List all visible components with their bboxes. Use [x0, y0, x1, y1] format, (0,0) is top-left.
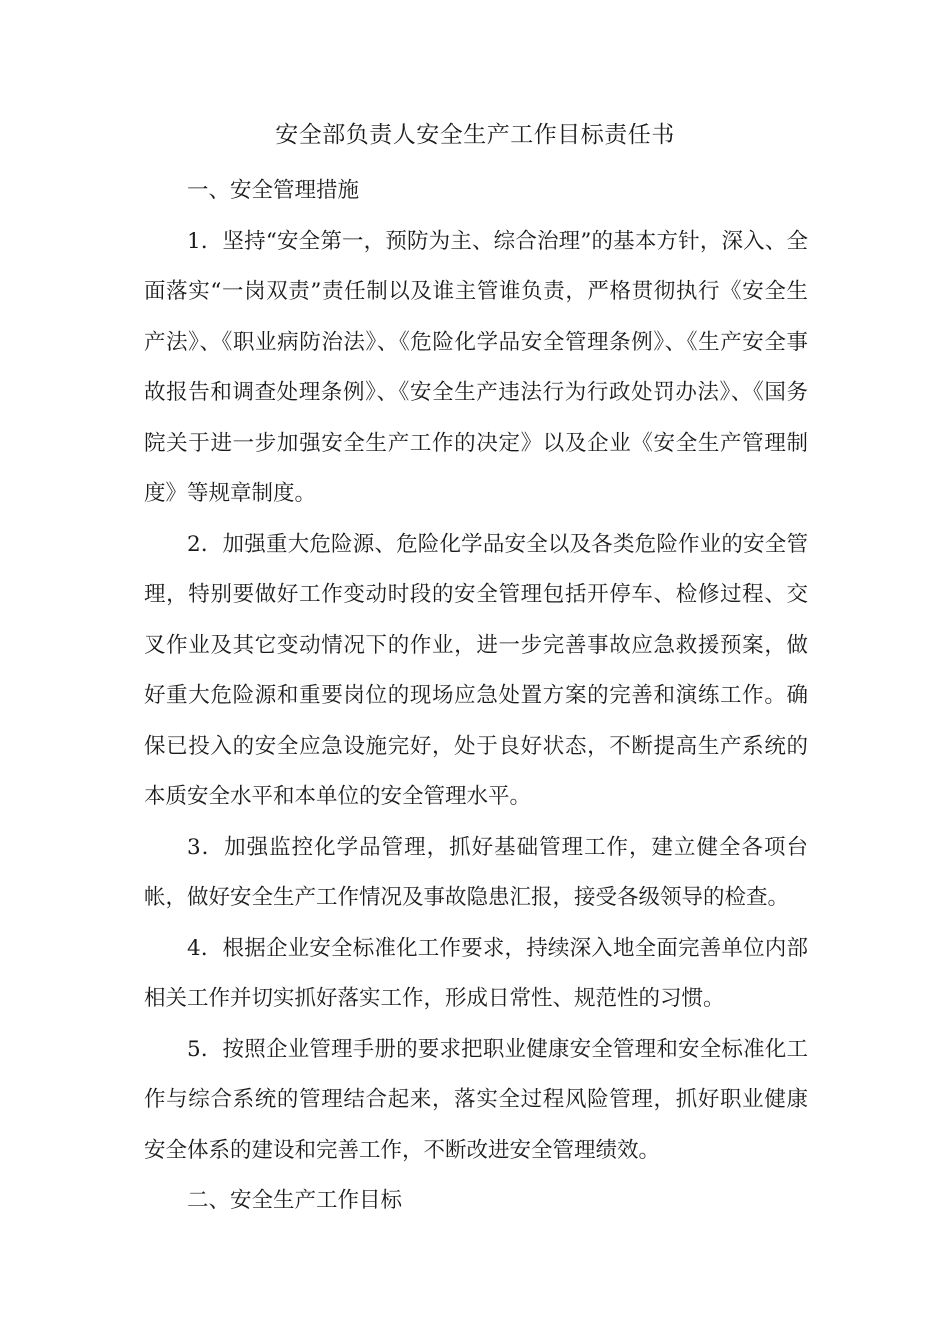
paragraph-3: 3．加强监控化学品管理，抓好基础管理工作，建立健全各项台帐，做好安全生产工作情况及事故隐患汇报，接受各级领导的检查。 — [144, 834, 808, 910]
document-title: 安全部负责人安全生产工作目标责任书 — [275, 122, 675, 148]
paragraph-2: 2．加强重大危险源、危险化学品安全以及各类危险作业的安全管理，特别要做好工作变动时段的安全管理包括开停车、检修过程、交叉作业及其它变动情况下的作业，进一步完善事故应急救援预案，做好重大危险源和重要岗位的现场应急处置方案的完善和演练工作。确保已投入的安全应急设施完好，处于良好状态，不断提高生产系统的本质安全水平和本单位的安全管理水平。 — [144, 531, 808, 809]
section-heading-2: 二、安全生产工作目标 — [187, 1188, 403, 1213]
document-body — [144, 166, 808, 1227]
paragraph-1: 1．坚持“安全第一，预防为主、综合治理”的基本方针，深入、全面落实“一岗双责”责任制以及谁主管谁负责，严格贯彻执行《安全生产法》、《职业病防治法》、《危险化学品安全管理条例》、《生产安全事故报告和调查处理条例》、《安全生产违法行为行政处罚办法》、《国务院关于进一步加强安全生产工作的决定》以及企业《安全生产管理制度》等规章制度。 — [144, 228, 808, 506]
section-heading-1: 一、安全管理措施 — [187, 178, 360, 203]
paragraph-4: 4．根据企业安全标准化工作要求，持续深入地全面完善单位内部相关工作并切实抓好落实工作，形成日常性、规范性的习惯。 — [144, 935, 808, 1011]
paragraph-5: 5．按照企业管理手册的要求把职业健康安全管理和安全标准化工作与综合系统的管理结合起来，落实全过程风险管理，抓好职业健康安全体系的建设和完善工作，不断改进安全管理绩效。 — [144, 1036, 808, 1163]
